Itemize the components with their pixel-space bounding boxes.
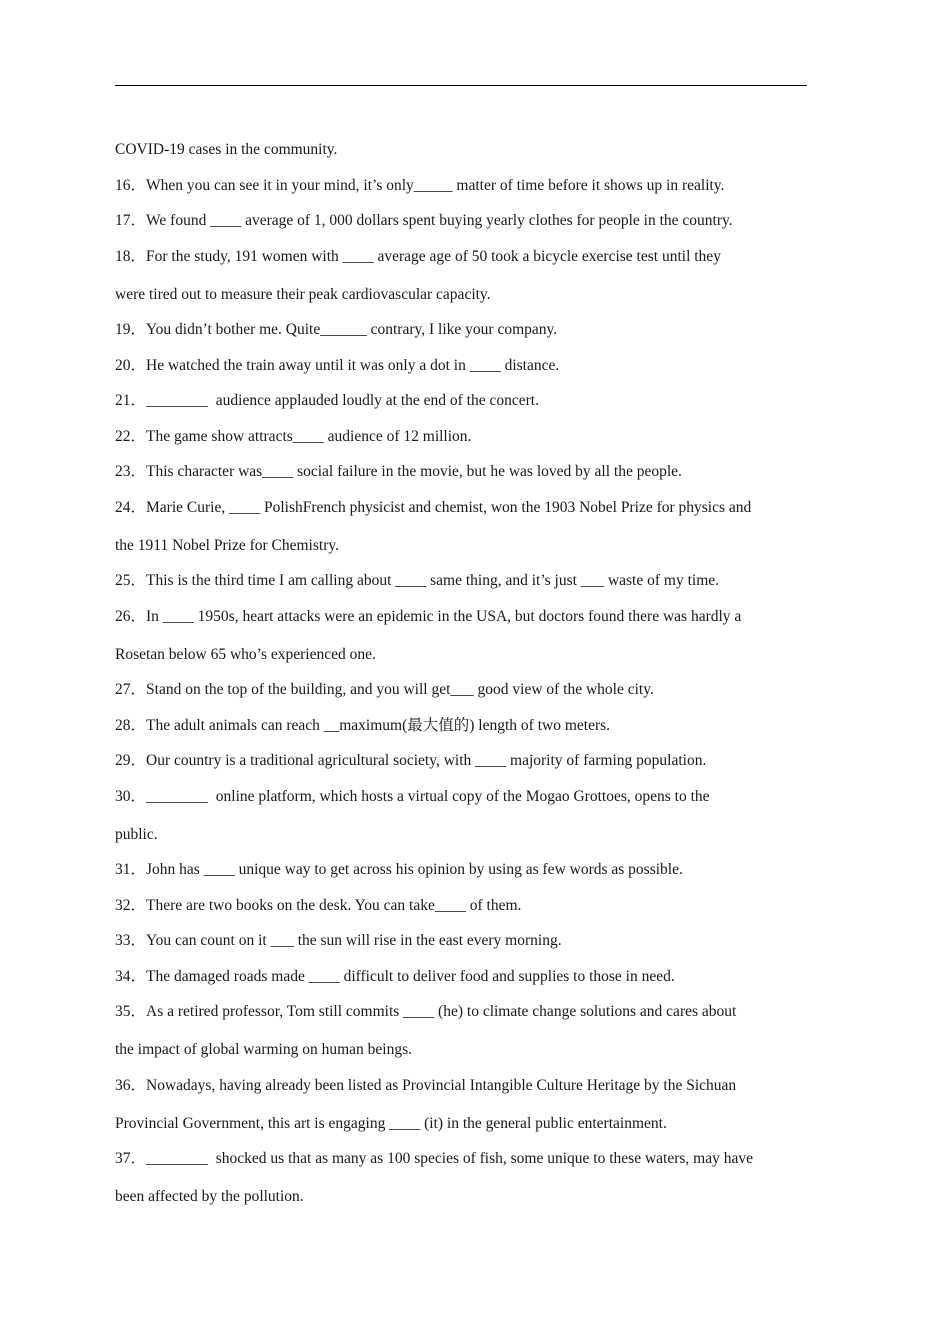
text-line [115,643,807,679]
question-text: You didn’t bother me. Quite______ contrary, I like your company. [146,321,558,338]
text-line [115,354,807,390]
question-text: ________ audience applauded loudly at the end of the concert. [146,392,539,409]
text-line [115,245,807,283]
question-text: John has ____ unique way to get across his opinion by using as few words as possible. [146,861,683,878]
question-text: Nowadays, having already been listed as Provincial Intangible Culture Heritage by the Sichuan [146,1076,737,1094]
question-number: 24． [115,498,147,516]
question-text: been affected by the pollution. [115,1188,304,1205]
question-text: Marie Curie, ____ PolishFrench physicist and chemist, won the 1903 Nobel Prize for physics and [146,498,752,516]
text-line [115,894,807,930]
text-line [115,785,807,823]
question-number: 19． [115,321,147,338]
question-text: Our country is a traditional agricultural society, with ____ majority of farming population. [146,752,707,769]
text-line [115,929,807,965]
question-text: This is the third time I am calling about ____ same thing, and it’s just ___ waste of my time. [146,572,720,589]
question-text: He watched the train away until it was only a dot in ____ distance. [146,356,560,374]
question-text: The adult animals can reach __maximum(最大值的) length of two meters. [146,716,611,734]
question-text: ________ shocked us that as many as 100 species of fish, some unique to these waters, may have [146,1150,753,1167]
question-text: ________ online platform, which hosts a virtual copy of the Mogao Grottoes, opens to the [146,787,710,805]
text-line [115,174,807,210]
question-text: Provincial Government, this art is engaging ____ (it) in the general public entertainment. [115,1114,667,1132]
header-rule [115,85,807,86]
text-line [115,209,807,245]
question-text: In ____ 1950s, heart attacks were an epidemic in the USA, but doctors found there was hardly a [146,607,742,625]
question-text: Rosetan below 65 who’s experienced one. [115,645,376,663]
text-line [115,425,807,461]
text-line [115,1038,807,1074]
question-text: When you can see it in your mind, it’s only_____ matter of time before it shows up in reality. [146,176,725,194]
question-number: 27． [115,681,147,698]
text-line [115,1000,807,1038]
question-number: 22． [115,427,147,445]
text-line [115,823,807,859]
text-line [115,318,807,354]
question-text: As a retired professor, Tom still commits ____ (he) to climate change solutions and cares about [146,1003,737,1020]
question-text: The damaged roads made ____ difficult to deliver food and supplies to those in need. [146,967,675,985]
text-line [115,714,807,750]
text-line [115,569,807,605]
question-number: 17． [115,212,147,229]
question-number: 26． [115,607,147,625]
text-line [115,460,807,496]
question-text: The game show attracts____ audience of 12 million. [146,427,472,445]
question-text: Stand on the top of the building, and you will get___ good view of the whole city. [146,681,654,698]
question-number: 28． [115,716,147,734]
question-text: For the study, 191 women with ____ average age of 50 took a bicycle exercise test until they [146,247,721,265]
question-number: 32． [115,896,147,914]
question-number: 33． [115,932,147,949]
text-line [115,389,807,425]
question-number: 16． [115,176,147,194]
text-line [115,678,807,714]
text-line [115,534,807,570]
question-number: 29． [115,752,147,769]
question-list [115,138,807,1221]
question-text: public. [115,825,158,843]
question-number: 36． [115,1076,147,1094]
question-number: 20． [115,356,147,374]
question-text: This character was____ social failure in the movie, but he was loved by all the people. [146,463,682,480]
text-line [115,496,807,534]
question-text: COVID-19 cases in the community. [115,141,338,158]
question-number: 37． [115,1150,147,1167]
question-number: 21． [115,392,147,409]
question-number: 18． [115,247,147,265]
question-text: There are two books on the desk. You can take____ of them. [146,896,522,914]
question-number: 34． [115,967,147,985]
question-text: the impact of global warming on human beings. [115,1041,413,1058]
text-line [115,1112,807,1148]
question-text: were tired out to measure their peak cardiovascular capacity. [115,285,491,303]
question-text: You can count on it ___ the sun will rise in the east every morning. [146,932,562,949]
text-line [115,749,807,785]
text-line [115,1147,807,1185]
text-line [115,965,807,1001]
question-number: 31． [115,861,147,878]
question-number: 23． [115,463,147,480]
text-line [115,1185,807,1221]
text-line [115,138,807,174]
question-text: the 1911 Nobel Prize for Chemistry. [115,536,339,554]
question-number: 25． [115,572,147,589]
text-line [115,858,807,894]
question-number: 30． [115,787,147,805]
question-number: 35． [115,1003,147,1020]
text-line [115,605,807,643]
question-text: We found ____ average of 1, 000 dollars spent buying yearly clothes for people in the country. [146,212,733,229]
text-line [115,1074,807,1112]
text-line [115,283,807,319]
